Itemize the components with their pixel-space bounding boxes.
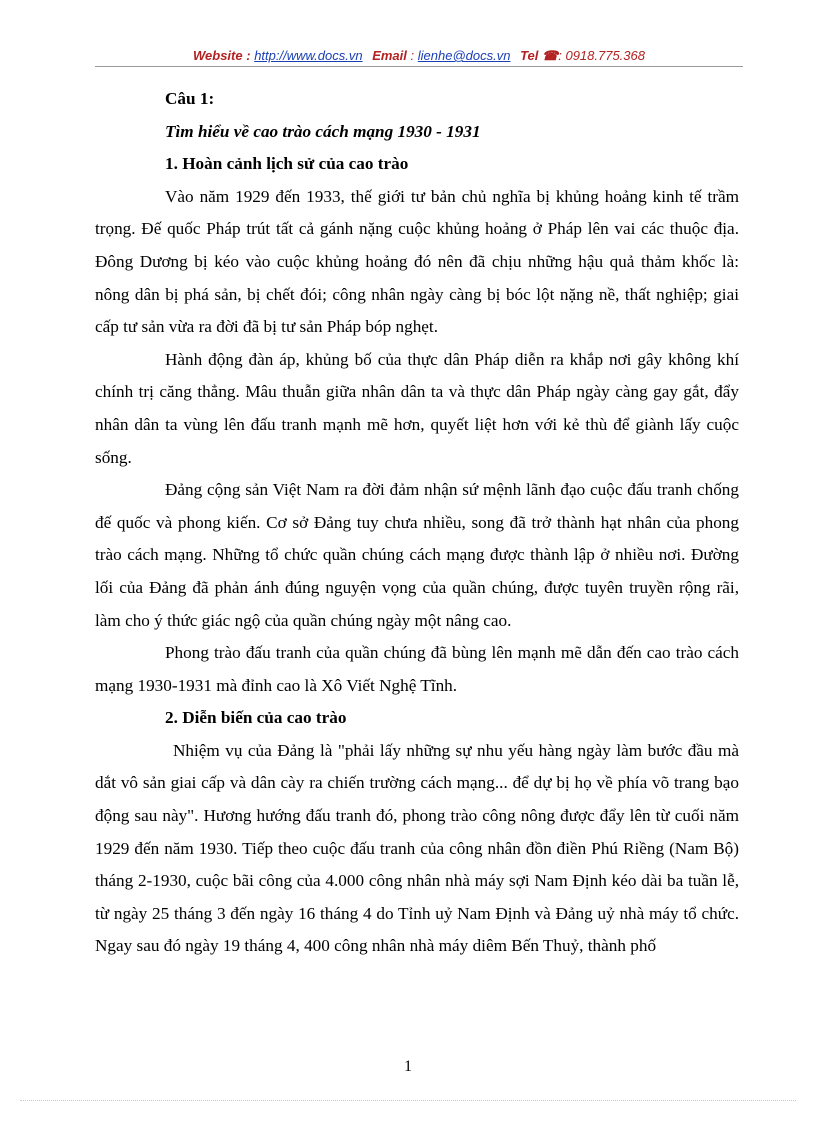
paragraph: Phong trào đấu tranh của quần chúng đã bùng lên mạnh mẽ dẫn đến cao trào cách mạng 1930-1931 mà đỉnh cao là Xô Viết Nghệ Tĩnh. (95, 643, 739, 695)
email-colon: : (410, 48, 415, 63)
tel-number: : 0918.775.368 (558, 48, 645, 63)
paragraph: Vào năm 1929 đến 1933, thế giới tư bản chủ nghĩa bị khủng hoảng kinh tế trầm trọng. Đế quốc Pháp trút tất cả gánh nặng cuộc khủng hoảng ở Pháp lên vai các thuộc địa. Đông Dương bị kéo vào cuộc khủng hoảng đó nên đã chịu những hậu quả thảm khốc là: nông dân bị phá sản, bị chết đói; công nhân ngày càng bị bóc lột nặng nề, thất nghiệp; giai cấp tư sản vừa ra đời đã bị tư sản Pháp bóp nghẹt. (95, 186, 739, 337)
document-subtitle: Tìm hiểu về cao trào cách mạng 1930 - 1931 (165, 121, 481, 141)
document-body (95, 83, 739, 963)
section-2-heading: 2. Diễn biến của cao trào (165, 708, 347, 728)
email-label: Email (372, 48, 407, 63)
section-1-heading: 1. Hoàn cảnh lịch sử của cao trào (165, 154, 409, 174)
header-divider (95, 66, 743, 67)
paragraph: Hành động đàn áp, khủng bố của thực dân Pháp diễn ra khắp nơi gây không khí chính trị căng thẳng. Mâu thuẫn giữa nhân dân ta và thực dân Pháp ngày càng gay gắt, đẩy nhân dân ta vùng lên đấu tranh mạnh mẽ hơn, quyết liệt hơn với kẻ thù để giành lấy cuộc sống. (95, 349, 739, 467)
website-link[interactable]: http://www.docs.vn (254, 48, 363, 63)
paragraph: Đảng cộng sản Việt Nam ra đời đảm nhận sứ mệnh lãnh đạo cuộc đấu tranh chống đế quốc và phong kiến. Cơ sở Đảng tuy chưa nhiều, song đã trở thành hạt nhân của phong trào cách mạng. Những tổ chức quần chúng cách mạng được thành lập ở nhiều nơi. Đường lối của Đảng đã phản ánh đúng nguyện vọng của quần chúng, được tuyên truyền rộng rãi, làm cho ý thức giác ngộ của quần chúng ngày một nâng cao. (95, 480, 739, 630)
phone-icon: ☎ (542, 48, 559, 63)
page-number: 1 (404, 1058, 412, 1075)
website-label: Website : (193, 48, 251, 63)
paragraph: Nhiệm vụ của Đảng là "phải lấy những sự nhu yếu hàng ngày làm bước đầu mà dắt vô sản giai cấp và dân cày ra chiến trường cách mạng... để dự bị họ về phía võ trang bạo động sau này". Hương hướng đấu tranh đó, phong trào công nông được đẩy lên từ cuối năm 1929 đến năm 1930. Tiếp theo cuộc đấu tranh của công nhân đồn điền Phú Riềng (Nam Bộ) tháng 2-1930, cuộc bãi công của 4.000 công nhân nhà máy sợi Nam Định kéo dài ba tuần lễ, từ ngày 25 tháng 3 đến ngày 16 tháng 4 do Tỉnh uỷ Nam Định và Đảng uỷ nhà máy tổ chức. Ngay sau đó ngày 19 tháng 4, 400 công nhân nhà máy diêm Bến Thuỷ, thành phố (95, 740, 739, 956)
tel-label: Tel (520, 48, 539, 63)
page-header (95, 48, 743, 64)
page-bottom-divider (20, 1100, 796, 1101)
question-title: Câu 1: (165, 89, 215, 108)
email-link[interactable]: lienhe@docs.vn (417, 48, 511, 63)
